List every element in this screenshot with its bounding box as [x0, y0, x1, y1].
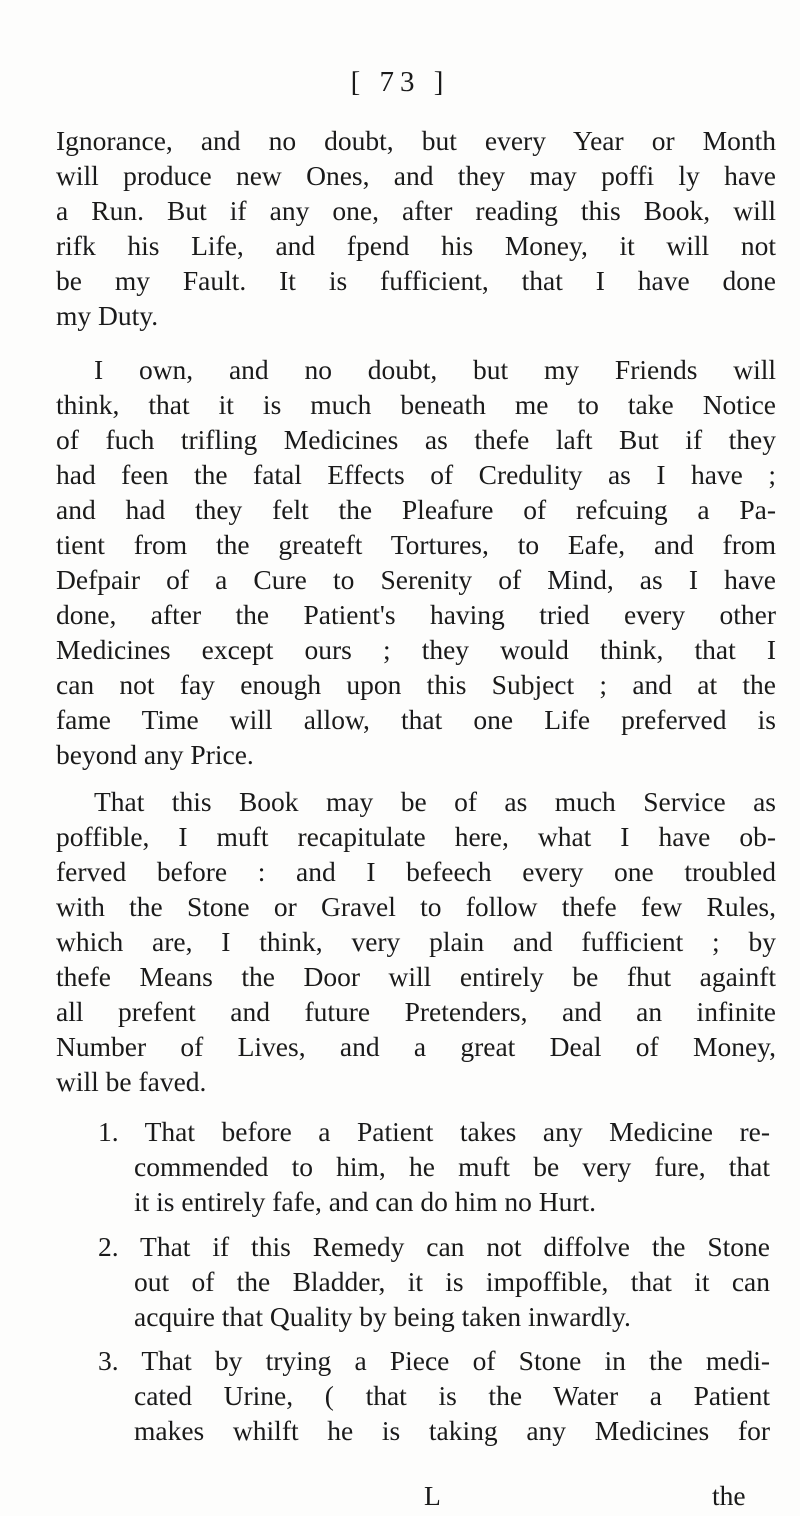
- text-line: can not fay enough upon this Subject ; and at the: [56, 669, 776, 700]
- text-line: 3. That by trying a Piece of Stone in the medi-: [98, 1345, 770, 1376]
- text-line: 2. That if this Remedy can not diffolve the Stone: [98, 1231, 770, 1262]
- text-line: thefe Means the Door will entirely be fhut againft: [56, 961, 776, 992]
- text-line: all prefent and future Pretenders, and an infinite: [56, 996, 776, 1027]
- text-line: Ignorance, and no doubt, but every Year or Month: [56, 125, 776, 156]
- text-line: will produce new Ones, and they may poffi ly have: [56, 160, 776, 191]
- text-line: which are, I think, very plain and fufficient ; by: [56, 926, 776, 957]
- text-line: it is entirely fafe, and can do him no Hurt.: [134, 1186, 597, 1217]
- text-line: will be faved.: [56, 1066, 207, 1097]
- text-line: Medicines except ours ; they would think, that I: [56, 634, 776, 665]
- text-line: poffible, I muft recapitulate here, what I have ob-: [56, 821, 776, 852]
- text-line: I own, and no doubt, but my Friends will: [94, 354, 776, 385]
- text-line: of fuch trifling Medicines as thefe laft But if they: [56, 424, 776, 455]
- text-line: fame Time will allow, that one Life preferved is: [56, 704, 776, 735]
- text-line: Number of Lives, and a great Deal of Money,: [56, 1031, 776, 1062]
- text-line: cated Urine, ( that is the Water a Patient: [134, 1380, 770, 1411]
- text-line: and had they felt the Pleafure of refcuing a Pa-: [56, 494, 776, 525]
- text-line: rifk his Life, and fpend his Money, it will not: [56, 230, 776, 261]
- text-line: think, that it is much beneath me to take Notice: [56, 389, 776, 420]
- text-line: out of the Bladder, it is impoffible, that it can: [134, 1266, 770, 1297]
- signature-mark: L: [424, 1480, 441, 1511]
- text-line: acquire that Quality by being taken inwardly.: [134, 1301, 631, 1332]
- text-line: a Run. But if any one, after reading this Book, will: [56, 195, 776, 226]
- text-line: had feen the fatal Effects of Credulity as I have ;: [56, 459, 776, 490]
- text-line: beyond any Price.: [56, 739, 254, 770]
- text-line: That this Book may be of as much Service as: [94, 786, 776, 817]
- text-line: done, after the Patient's having tried every other: [56, 599, 776, 630]
- rule-2: [98, 1229, 770, 1334]
- rule-1: [98, 1114, 770, 1219]
- text-line: tient from the greateft Tortures, to Eafe, and from: [56, 529, 776, 560]
- catchword: the: [712, 1480, 746, 1511]
- paragraph-1: [56, 123, 776, 333]
- text-line: ferved before : and I befeech every one troubled: [56, 856, 776, 887]
- paragraph-3: [56, 784, 776, 1099]
- rule-3: [98, 1343, 770, 1448]
- text-line: be my Fault. It is fufficient, that I have done: [56, 265, 776, 296]
- page-number: [ 73 ]: [350, 66, 450, 98]
- text-line: Defpair of a Cure to Serenity of Mind, as I have: [56, 564, 776, 595]
- text-line: commended to him, he muft be very fure, that: [134, 1151, 770, 1182]
- text-line: my Duty.: [56, 300, 159, 331]
- text-line: with the Stone or Gravel to follow thefe few Rules,: [56, 891, 776, 922]
- text-line: 1. That before a Patient takes any Medicine re-: [98, 1116, 770, 1147]
- text-line: makes whilft he is taking any Medicines for: [134, 1415, 770, 1446]
- paragraph-2: [56, 352, 776, 772]
